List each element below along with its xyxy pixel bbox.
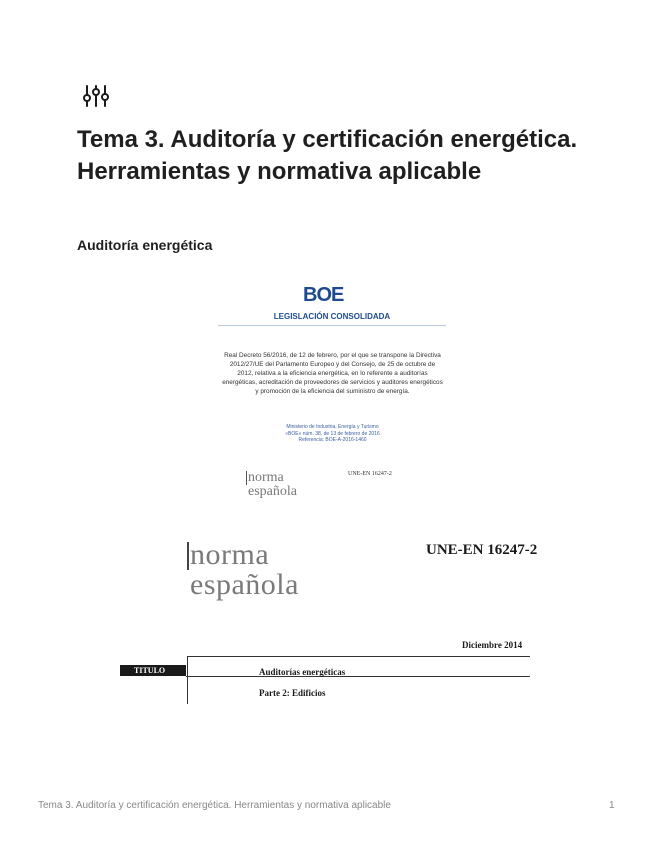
sliders-icon bbox=[83, 84, 109, 108]
section-subtitle: Auditoría energética bbox=[77, 237, 213, 253]
page-number: 1 bbox=[609, 800, 615, 811]
une-small-standard: UNE-EN 16247-2 bbox=[348, 471, 392, 477]
une-vertical-divider bbox=[187, 656, 188, 704]
une-date-divider bbox=[188, 656, 530, 657]
boe-ministry-block bbox=[245, 424, 420, 444]
boe-subtitle: LEGISLACIÓN CONSOLIDADA bbox=[273, 312, 391, 321]
une-large-standard: UNE-EN 16247-2 bbox=[426, 542, 538, 558]
boe-decree-text: Real Decreto 56/2016, de 12 de febrero, por el que se transpone la Directiva 2012/27/UE del Parlamento Europeo y del Consejo, de 25 de octubre de 2012, relativa a la eficiencia energética, en lo referente a auditorías energéticas, acreditación de proveedores de servicios y auditores energéticos y promoción de la eficiencia del suministro de energía. bbox=[222, 352, 443, 395]
une-standard-title: Auditorías energéticas bbox=[259, 667, 346, 677]
une-title-label: TITULO bbox=[120, 665, 186, 676]
boe-bulletin-ref: «BOE» núm. 38, de 13 de febrero de 2016 bbox=[285, 430, 380, 437]
une-large-date: Diciembre 2014 bbox=[462, 640, 523, 650]
footer-text: Tema 3. Auditoría y certificación energética. Herramientas y normativa aplicable bbox=[38, 800, 391, 811]
une-small-logo-line1: norma bbox=[248, 470, 284, 485]
une-large-logo bbox=[190, 540, 299, 600]
boe-logo: BOE bbox=[303, 284, 344, 306]
une-large-logo-line1: norma bbox=[190, 538, 270, 571]
une-large-logo-line2: española bbox=[190, 568, 299, 601]
une-title-divider bbox=[186, 676, 530, 677]
document-title: Tema 3. Auditoría y certificación energética. Herramientas y normativa aplicable bbox=[77, 126, 578, 185]
une-small-logo bbox=[248, 471, 297, 499]
une-small-logo-line2: española bbox=[248, 484, 297, 499]
boe-reference: Referencia: BOE-A-2016-1460 bbox=[298, 437, 367, 443]
boe-divider bbox=[218, 325, 446, 326]
une-standard-part: Parte 2: Edificios bbox=[259, 688, 326, 698]
boe-ministry: Ministerio de Industria, Energía y Turismo bbox=[286, 424, 379, 430]
